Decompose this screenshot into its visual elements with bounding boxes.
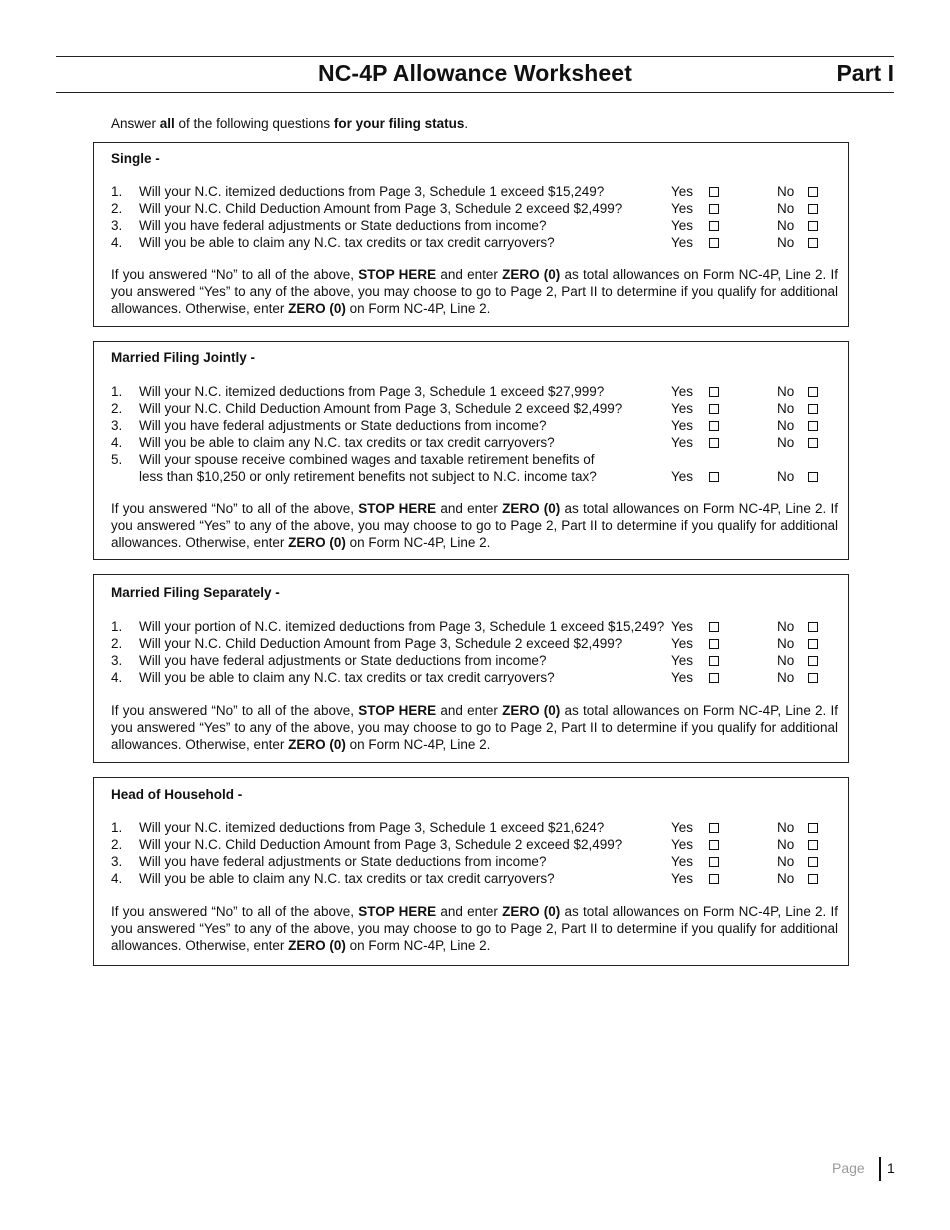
page-label: Page bbox=[832, 1160, 865, 1176]
question-text: Will you have federal adjustments or State deductions from income? bbox=[139, 854, 547, 869]
header-rule-top bbox=[56, 56, 894, 57]
yes-label: Yes bbox=[671, 184, 694, 199]
question-row bbox=[94, 836, 850, 853]
yes-checkbox[interactable] bbox=[709, 204, 719, 214]
question-text: Will you have federal adjustments or State deductions from income? bbox=[139, 418, 547, 433]
yes-checkbox[interactable] bbox=[709, 639, 719, 649]
question-number: 2. bbox=[111, 837, 123, 852]
no-label: No bbox=[777, 435, 795, 450]
yes-label: Yes bbox=[671, 401, 694, 416]
yes-checkbox[interactable] bbox=[709, 387, 719, 397]
question-text: Will your N.C. itemized deductions from Page 3, Schedule 1 exceed $27,999? bbox=[139, 384, 605, 399]
no-checkbox[interactable] bbox=[808, 438, 818, 448]
no-checkbox[interactable] bbox=[808, 421, 818, 431]
no-checkbox[interactable] bbox=[808, 874, 818, 884]
question-number: 2. bbox=[111, 401, 123, 416]
question-row bbox=[94, 669, 850, 686]
question-text: Will you be able to claim any N.C. tax credits or tax credit carryovers? bbox=[139, 235, 555, 250]
yes-checkbox[interactable] bbox=[709, 472, 719, 482]
no-checkbox[interactable] bbox=[808, 387, 818, 397]
question-text: Will your N.C. Child Deduction Amount from Page 3, Schedule 2 exceed $2,499? bbox=[139, 636, 623, 651]
question-number: 1. bbox=[111, 820, 123, 835]
no-checkbox[interactable] bbox=[808, 656, 818, 666]
question-number: 4. bbox=[111, 235, 123, 250]
no-label: No bbox=[777, 871, 795, 886]
no-checkbox[interactable] bbox=[808, 221, 818, 231]
yes-label: Yes bbox=[671, 653, 694, 668]
question-number: 3. bbox=[111, 854, 123, 869]
yes-checkbox[interactable] bbox=[709, 404, 719, 414]
no-checkbox[interactable] bbox=[808, 204, 818, 214]
yes-label: Yes bbox=[671, 201, 694, 216]
question-row bbox=[94, 635, 850, 652]
no-label: No bbox=[777, 653, 795, 668]
no-label: No bbox=[777, 184, 795, 199]
yes-checkbox[interactable] bbox=[709, 421, 719, 431]
no-label: No bbox=[777, 384, 795, 399]
question-row bbox=[94, 853, 850, 870]
yes-checkbox[interactable] bbox=[709, 673, 719, 683]
no-label: No bbox=[777, 837, 795, 852]
yes-checkbox[interactable] bbox=[709, 840, 719, 850]
question-number: 4. bbox=[111, 670, 123, 685]
yes-label: Yes bbox=[671, 235, 694, 250]
page-divider bbox=[879, 1157, 881, 1181]
question-text: Will you have federal adjustments or State deductions from income? bbox=[139, 653, 547, 668]
filing-status-section bbox=[93, 574, 849, 763]
question-number: 1. bbox=[111, 384, 123, 399]
yes-label: Yes bbox=[671, 820, 694, 835]
question-text: Will your N.C. Child Deduction Amount from Page 3, Schedule 2 exceed $2,499? bbox=[139, 201, 623, 216]
filing-status-section bbox=[93, 777, 849, 966]
yes-checkbox[interactable] bbox=[709, 187, 719, 197]
instructions-paragraph: If you answered “No” to all of the above, STOP HERE and enter ZERO (0) as total allowances on Form NC-4P, Line 2. If you answered “Yes” to any of the above, you may choose to go to Page 2, Part II to determine if you qualify for additional allowances. Otherwise, enter ZERO (0) on Form NC-4P, Line 2. bbox=[111, 904, 838, 953]
question-row bbox=[94, 400, 850, 417]
question-number: 3. bbox=[111, 218, 123, 233]
yes-checkbox[interactable] bbox=[709, 857, 719, 867]
question-number: 2. bbox=[111, 201, 123, 216]
part-label: Part I bbox=[836, 60, 894, 86]
no-label: No bbox=[777, 619, 795, 634]
question-text: Will your N.C. itemized deductions from Page 3, Schedule 1 exceed $15,249? bbox=[139, 184, 605, 199]
no-label: No bbox=[777, 469, 795, 484]
no-checkbox[interactable] bbox=[808, 472, 818, 482]
yes-label: Yes bbox=[671, 218, 694, 233]
no-label: No bbox=[777, 235, 795, 250]
no-label: No bbox=[777, 201, 795, 216]
question-text: Will you have federal adjustments or State deductions from income? bbox=[139, 218, 547, 233]
filing-status-section bbox=[93, 341, 849, 560]
question-row bbox=[94, 451, 850, 484]
no-checkbox[interactable] bbox=[808, 639, 818, 649]
question-number: 5. bbox=[111, 452, 123, 467]
question-row bbox=[94, 183, 850, 200]
instructions-paragraph: If you answered “No” to all of the above, STOP HERE and enter ZERO (0) as total allowances on Form NC-4P, Line 2. If you answered “Yes” to any of the above, you may choose to go to Page 2, Part II to determine if you qualify for additional allowances. Otherwise, enter ZERO (0) on Form NC-4P, Line 2. bbox=[111, 703, 838, 752]
section-heading: Head of Household - bbox=[111, 787, 243, 802]
yes-checkbox[interactable] bbox=[709, 823, 719, 833]
question-row bbox=[94, 819, 850, 836]
no-checkbox[interactable] bbox=[808, 840, 818, 850]
question-text: Will you be able to claim any N.C. tax credits or tax credit carryovers? bbox=[139, 871, 555, 886]
question-number: 3. bbox=[111, 418, 123, 433]
no-checkbox[interactable] bbox=[808, 238, 818, 248]
question-text: Will you be able to claim any N.C. tax credits or tax credit carryovers? bbox=[139, 670, 555, 685]
page-title: NC-4P Allowance Worksheet bbox=[318, 60, 632, 86]
question-row bbox=[94, 652, 850, 669]
question-text: Will you be able to claim any N.C. tax credits or tax credit carryovers? bbox=[139, 435, 555, 450]
yes-checkbox[interactable] bbox=[709, 656, 719, 666]
question-text-continued: less than $10,250 or only retirement benefits not subject to N.C. income tax? bbox=[139, 469, 597, 484]
yes-checkbox[interactable] bbox=[709, 622, 719, 632]
instructions-paragraph: If you answered “No” to all of the above, STOP HERE and enter ZERO (0) as total allowances on Form NC-4P, Line 2. If you answered “Yes” to any of the above, you may choose to go to Page 2, Part II to determine if you qualify for additional allowances. Otherwise, enter ZERO (0) on Form NC-4P, Line 2. bbox=[111, 267, 838, 316]
no-checkbox[interactable] bbox=[808, 622, 818, 632]
question-number: 3. bbox=[111, 653, 123, 668]
no-checkbox[interactable] bbox=[808, 404, 818, 414]
no-label: No bbox=[777, 820, 795, 835]
page-number: 1 bbox=[887, 1160, 895, 1176]
question-row bbox=[94, 417, 850, 434]
question-text: Will your N.C. Child Deduction Amount from Page 3, Schedule 2 exceed $2,499? bbox=[139, 837, 623, 852]
section-heading: Married Filing Jointly - bbox=[111, 350, 256, 365]
question-text: Will your N.C. Child Deduction Amount from Page 3, Schedule 2 exceed $2,499? bbox=[139, 401, 623, 416]
yes-checkbox[interactable] bbox=[709, 238, 719, 248]
yes-label: Yes bbox=[671, 670, 694, 685]
question-row bbox=[94, 383, 850, 400]
header-rule-bottom bbox=[56, 92, 894, 93]
filing-status-section bbox=[93, 142, 849, 327]
question-text: Will your N.C. itemized deductions from Page 3, Schedule 1 exceed $21,624? bbox=[139, 820, 605, 835]
yes-label: Yes bbox=[671, 837, 694, 852]
yes-label: Yes bbox=[671, 619, 694, 634]
no-label: No bbox=[777, 854, 795, 869]
yes-label: Yes bbox=[671, 636, 694, 651]
no-checkbox[interactable] bbox=[808, 823, 818, 833]
no-label: No bbox=[777, 670, 795, 685]
question-number: 1. bbox=[111, 619, 123, 634]
yes-label: Yes bbox=[671, 871, 694, 886]
instructions-paragraph: If you answered “No” to all of the above, STOP HERE and enter ZERO (0) as total allowances on Form NC-4P, Line 2. If you answered “Yes” to any of the above, you may choose to go to Page 2, Part II to determine if you qualify for additional allowances. Otherwise, enter ZERO (0) on Form NC-4P, Line 2. bbox=[111, 501, 838, 550]
question-text: Will your spouse receive combined wages and taxable retirement benefits of bbox=[139, 452, 595, 467]
yes-label: Yes bbox=[671, 418, 694, 433]
question-text: Will your portion of N.C. itemized deductions from Page 3, Schedule 1 exceed $15,249? bbox=[139, 619, 665, 634]
yes-checkbox[interactable] bbox=[709, 221, 719, 231]
no-label: No bbox=[777, 418, 795, 433]
question-row bbox=[94, 234, 850, 251]
no-label: No bbox=[777, 401, 795, 416]
yes-label: Yes bbox=[671, 469, 694, 484]
question-row bbox=[94, 200, 850, 217]
no-checkbox[interactable] bbox=[808, 673, 818, 683]
yes-label: Yes bbox=[671, 435, 694, 450]
no-checkbox[interactable] bbox=[808, 187, 818, 197]
yes-label: Yes bbox=[671, 384, 694, 399]
section-heading: Single - bbox=[111, 151, 160, 166]
question-row bbox=[94, 434, 850, 451]
no-label: No bbox=[777, 218, 795, 233]
yes-checkbox[interactable] bbox=[709, 438, 719, 448]
no-checkbox[interactable] bbox=[808, 857, 818, 867]
yes-label: Yes bbox=[671, 854, 694, 869]
question-number: 4. bbox=[111, 435, 123, 450]
question-row bbox=[94, 870, 850, 887]
question-number: 2. bbox=[111, 636, 123, 651]
section-heading: Married Filing Separately - bbox=[111, 585, 280, 600]
question-row bbox=[94, 217, 850, 234]
question-row bbox=[94, 618, 850, 635]
no-label: No bbox=[777, 636, 795, 651]
yes-checkbox[interactable] bbox=[709, 874, 719, 884]
question-number: 4. bbox=[111, 871, 123, 886]
question-number: 1. bbox=[111, 184, 123, 199]
intro-text: Answer all of the following questions for your filing status. bbox=[111, 116, 469, 131]
